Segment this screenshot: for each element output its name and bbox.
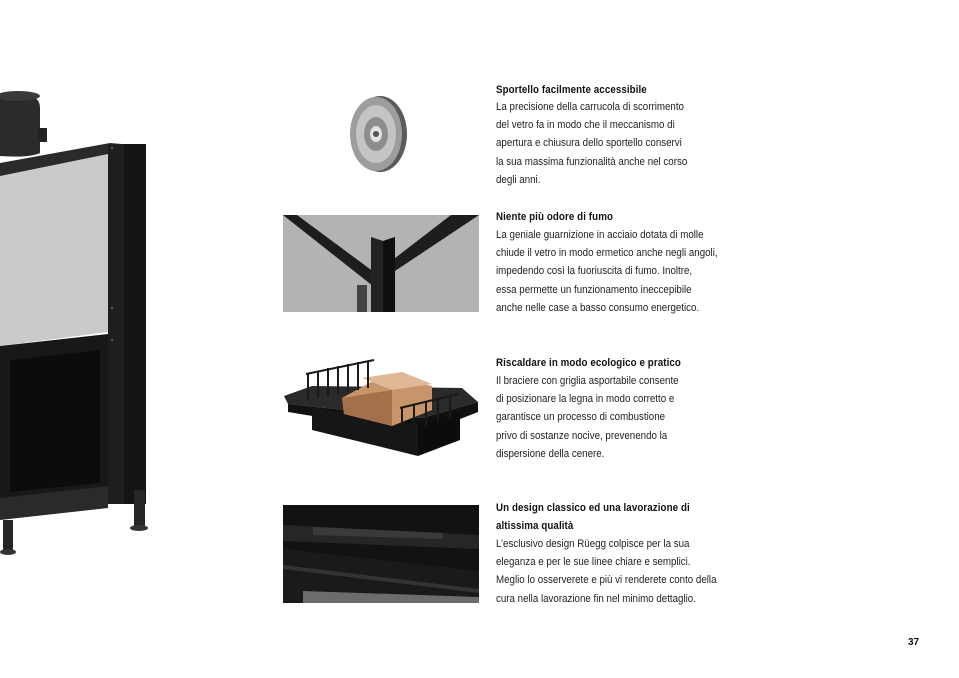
feature-line: degli anni.	[496, 173, 541, 186]
feature-line: anche nelle case a basso consumo energetico.	[496, 301, 700, 314]
feature-line: dispersione della cenere.	[496, 447, 605, 460]
feature-line: apertura e chiusura dello sportello conservi	[496, 137, 682, 150]
feature-line: privo di sostanze nocive, prevenendo la	[496, 429, 668, 442]
feature-line: Meglio lo osserverete e più vi renderete conto della	[496, 574, 717, 587]
feature-line: eleganza e per le sue linee chiare e semplici.	[496, 556, 691, 569]
feature-title-riscaldare: Riscaldare in modo ecologico e pratico	[496, 357, 681, 369]
glass-seal-corner-photo	[283, 215, 479, 312]
fireplace-product-photo	[0, 88, 160, 558]
feature-line: La precisione della carrucola di scorrimento	[496, 101, 684, 113]
feature-line: del vetro fa in modo che il meccanismo di	[496, 119, 675, 132]
feature-line: di posizionare la legna in modo corretto e	[496, 393, 675, 406]
feature-line: Il braciere con griglia asportabile consente	[496, 375, 679, 387]
feature-title-sportello: Sportello facilmente accessibile	[496, 84, 647, 96]
page-number: 37	[908, 637, 920, 648]
feature-body-riscaldare	[496, 372, 679, 463]
feature-body-sportello	[496, 98, 687, 189]
feature-line: L’esclusivo design Rüegg colpisce per la sua	[496, 538, 690, 550]
feature-line: impedendo così la fuoriuscita di fumo. Inoltre,	[496, 265, 693, 278]
feature-line: essa permette un funzionamento ineccepibile	[496, 283, 692, 296]
feature-body-fumo	[496, 226, 718, 317]
feature-title-fumo: Niente più odore di fumo	[496, 211, 613, 223]
pulley-wheel-photo	[346, 94, 408, 174]
feature-line: garantisce un processo di combustione	[496, 411, 666, 424]
feature-title-design	[496, 499, 690, 535]
feature-line: La geniale guarnizione in acciaio dotata di molle	[496, 229, 704, 241]
feature-line: cura nella lavorazione fin nel minimo dettaglio.	[496, 592, 696, 605]
feature-line: la sua massima funzionalità anche nel corso	[496, 155, 688, 168]
feature-line: chiude il vetro in modo ermetico anche negli angoli,	[496, 247, 718, 260]
feature-body-design	[496, 535, 717, 608]
grate-basket-photo	[282, 358, 480, 460]
frame-detail-photo	[283, 505, 479, 603]
feature-title-line: altissima qualità	[496, 520, 574, 532]
feature-title-line: Un design classico ed una lavorazione di	[496, 502, 690, 514]
